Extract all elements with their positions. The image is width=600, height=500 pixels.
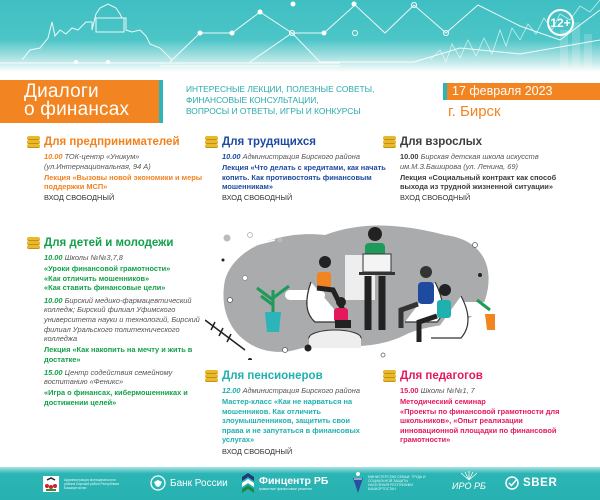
event-time: 10.00: [222, 152, 241, 161]
eagle-emblem-icon: [150, 475, 166, 491]
event-time: 15.00: [44, 367, 63, 377]
people-discussion-illustration: [205, 210, 495, 360]
event-place: Школы №№1, 7: [420, 386, 475, 395]
fincenter-chevron-icon: [242, 472, 254, 494]
section-teachers: [400, 370, 575, 447]
entry-free-label: ВХОД СВОБОДНЫЙ: [222, 193, 293, 203]
entry-free-label: ВХОД СВОБОДНЫЙ: [44, 193, 115, 203]
event-place: ТОК-центр «Уникум» (ул.Интернациональная, 94 А): [44, 152, 151, 171]
section-title: Для педагогов: [400, 370, 483, 382]
section-youth: [44, 237, 204, 409]
logo-admin-text: Администрация муниципального района Бирский район Республики Башкортостан: [64, 477, 119, 491]
event-lecture: Лекция «Что делать с кредитами, как начать копить. Как противостоять финансовым мошенникам»: [222, 163, 386, 192]
section-title: Для предпринимателей: [44, 136, 180, 148]
event-place: Администрация Бирского района: [242, 152, 360, 161]
sber-check-icon: [505, 476, 519, 490]
entry-free-label: ВХОД СВОБОДНЫЙ: [400, 193, 471, 203]
event-time: 10.00: [44, 152, 63, 161]
event-date: 17 февраля 2023: [443, 83, 600, 100]
section-title: Для взрослых: [400, 136, 483, 148]
logo-bank-russia-text: Банк России: [170, 477, 228, 489]
event-place: Администрация Бирского района: [242, 386, 360, 395]
coin-stack-icon: [205, 370, 218, 382]
section-adults: [400, 136, 560, 204]
event-title-line1: Диалоги: [24, 81, 99, 102]
partners-footer: [0, 467, 600, 500]
event-lecture: «Игра о финансах, кибермошенниках и достижении целей»: [44, 388, 188, 407]
coin-stack-icon: [383, 136, 396, 148]
entry-free-label: ВХОД СВОБОДНЫЙ: [222, 446, 293, 456]
event-tagline: [186, 84, 386, 117]
event-place: Центр содействия семейному воспитанию «Феникс»: [44, 367, 173, 387]
logo-sber-text: SBER: [523, 477, 558, 489]
event-lecture: Лекция «Вызовы новой экономики и меры поддержки МСП»: [44, 172, 203, 192]
logo-fincenter: [242, 472, 328, 494]
event-place: Школы №№3,7,8: [64, 253, 123, 262]
event-time: 15.00: [400, 386, 419, 395]
tagline-line: ФИНАНСОВЫЕ КОНСУЛЬТАЦИИ,: [186, 95, 319, 105]
logo-fincenter-subtext: грамотные финансовые решения: [259, 486, 312, 491]
section-title: Для пенсионеров: [222, 370, 323, 382]
logo-bank-russia: [150, 475, 228, 491]
event-time: 10.00: [400, 152, 419, 161]
tagline-line: ВОПРОСЫ И ОТВЕТЫ, ИГРЫ И КОНКУРСЫ: [186, 106, 361, 116]
event-lecture: «Как отличить мошенников»: [44, 273, 150, 283]
skyline-chart-graphic: [0, 0, 600, 72]
coat-of-arms-icon: [42, 475, 60, 493]
iro-sun-icon: [459, 471, 479, 481]
event-lecture: Лекция «Как накопить на мечту и жить в достатке»: [44, 345, 193, 364]
logo-fincenter-text: Финцентр РБ: [259, 474, 329, 487]
event-time: 10.00: [44, 295, 63, 305]
event-title-box: [0, 80, 163, 123]
coin-stack-icon: [27, 237, 40, 249]
event-lecture-type: Методический семинар: [400, 397, 486, 407]
coin-stack-icon: [205, 136, 218, 148]
logo-ministry: [352, 471, 430, 495]
ministry-emblem-icon: [352, 471, 364, 495]
event-place: Бирская детская школа искусств им.М.З.Баширова (ул. Ленина, 69): [400, 152, 539, 171]
logo-iro: [452, 471, 486, 491]
event-city: г. Бирск: [448, 103, 501, 120]
event-lecture: «Уроки финансовой грамотности»: [44, 264, 171, 274]
tagline-line: ИНТЕРЕСНЫЕ ЛЕКЦИИ, ПОЛЕЗНЫЕ СОВЕТЫ,: [186, 84, 375, 94]
logo-ministry-text: МИНИСТЕРСТВО СЕМЬИ, ТРУДА И СОЦИАЛЬНОЙ ЗАЩИТЫ НАСЕЛЕНИЯ РЕСПУБЛИКИ БАШКОРТОСТАН: [368, 474, 426, 492]
event-title-line2: о финансах: [24, 99, 130, 120]
event-lecture: «Проекты по финансовой грамотности для школьников», «Опыт реализации инновационной площадки по финансовой грамотности»: [400, 406, 560, 445]
logo-sber: [505, 476, 557, 490]
event-lecture: «Как ставить финансовые цели»: [44, 283, 166, 293]
header-banner: [0, 0, 600, 72]
section-title: Для трудящихся: [222, 136, 317, 148]
event-time: 12.00: [222, 386, 241, 395]
section-title: Для детей и молодежи: [44, 237, 174, 249]
section-entrepreneurs: [44, 136, 204, 204]
logo-admin: [42, 475, 126, 493]
event-time: 10.00: [44, 253, 63, 262]
age-rating-badge: 12+: [547, 9, 574, 36]
coin-stack-icon: [383, 370, 396, 382]
logo-iro-text: ИРО РБ: [452, 481, 486, 491]
section-workers: [222, 136, 387, 204]
event-place: Бирский медико-фармацевтический колледж; Бирский филиал Уфимского университета науки и технологий, Бирский филиал Уральского политехнического колледжа: [44, 295, 200, 344]
coin-stack-icon: [27, 136, 40, 148]
event-lecture: Лекция «Социальный контракт как способ выхода из трудной жизненной ситуации»: [400, 172, 557, 192]
event-lecture: Мастер-класс «Как не нарваться на мошенников. Как отличить злоумышленников, защитить свои права и не запутаться в финансовых услугах»: [222, 397, 360, 445]
section-pensioners: [222, 370, 392, 458]
